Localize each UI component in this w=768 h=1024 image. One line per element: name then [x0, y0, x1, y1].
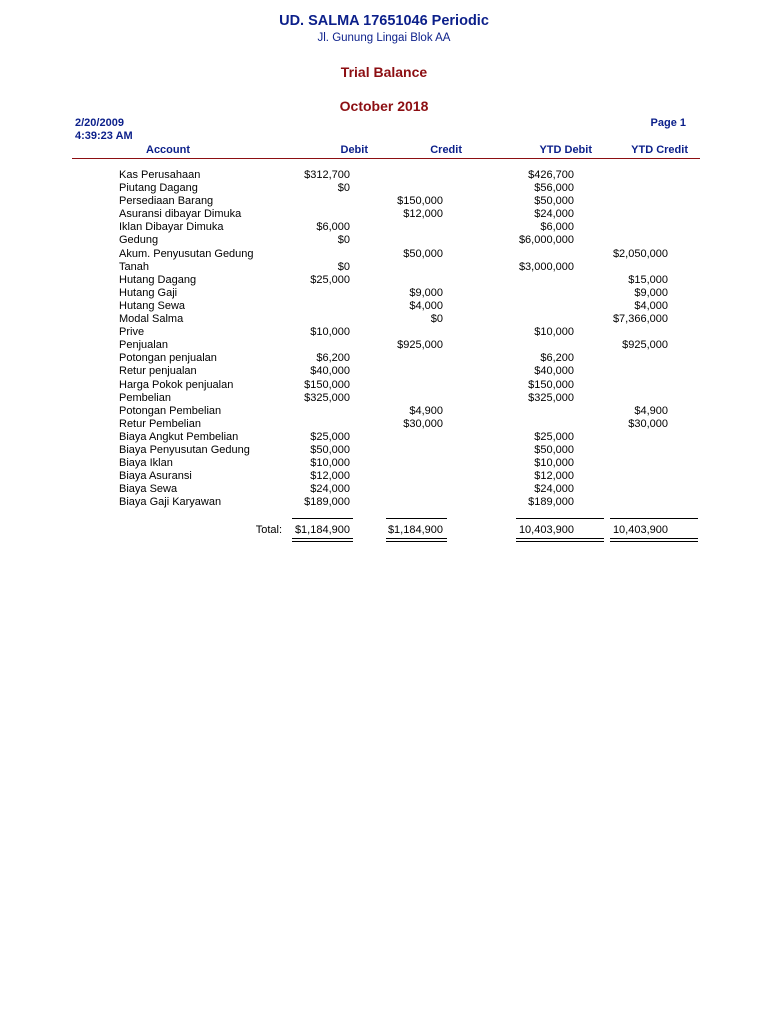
ytd-debit-value: $40,000	[534, 365, 574, 378]
table-row	[0, 300, 768, 313]
table-row	[0, 208, 768, 221]
account-name: Gedung	[119, 234, 159, 247]
debit-value: $10,000	[310, 457, 350, 470]
table-row	[0, 470, 768, 483]
ytd-credit-value: $4,900	[634, 404, 668, 417]
debit-value: $0	[337, 234, 350, 247]
table-row	[0, 195, 768, 208]
account-name: Biaya Angkut Pembelian	[119, 430, 239, 443]
account-name: Modal Salma	[119, 313, 184, 326]
ytd-debit-value: $6,000	[540, 221, 574, 234]
debit-value: $0	[337, 182, 350, 195]
credit-value: $0	[430, 313, 443, 326]
account-name: Biaya Iklan	[119, 457, 173, 470]
ytd-debit-value: $189,000	[528, 496, 574, 509]
ytd-debit-value: $3,000,000	[518, 260, 574, 273]
table-row	[0, 169, 768, 182]
credit-value: $12,000	[403, 208, 443, 221]
subtotal-rule-ytd-credit	[610, 518, 698, 519]
ytd-credit-value: $925,000	[622, 339, 668, 352]
debit-value: $189,000	[304, 496, 350, 509]
report-period: October 2018	[339, 98, 429, 114]
account-name: Biaya Gaji Karyawan	[119, 496, 222, 509]
ytd-credit-value: $4,000	[634, 299, 668, 312]
table-row	[0, 326, 768, 339]
ytd-credit-value: $30,000	[628, 417, 668, 430]
ytd-credit-value: $7,366,000	[612, 313, 668, 326]
debit-value: $150,000	[304, 378, 350, 391]
column-header-ytd-credit: YTD Credit	[631, 144, 688, 156]
total-double-rule-debit	[292, 538, 353, 542]
account-name: Asuransi dibayar Dimuka	[119, 208, 242, 221]
account-name: Biaya Sewa	[119, 483, 178, 496]
debit-value: $25,000	[310, 273, 350, 286]
table-row	[0, 287, 768, 300]
account-name: Pembelian	[119, 391, 171, 404]
ytd-debit-value: $56,000	[534, 182, 574, 195]
column-header-ytd-debit: YTD Debit	[539, 144, 592, 156]
table-row	[0, 457, 768, 470]
table-row	[0, 313, 768, 326]
ytd-debit-value: $325,000	[528, 391, 574, 404]
page-number: Page 1	[650, 117, 686, 129]
ytd-debit-value: $10,000	[534, 326, 574, 339]
table-row	[0, 352, 768, 365]
debit-value: $312,700	[304, 169, 350, 181]
report-title: Trial Balance	[340, 64, 428, 80]
table-row	[0, 261, 768, 274]
account-name: Biaya Penyusutan Gedung	[119, 443, 250, 456]
credit-value: $4,000	[409, 299, 443, 312]
ytd-debit-value: $50,000	[534, 443, 574, 456]
company-address: Jl. Gunung Lingai Blok AA	[317, 32, 451, 44]
total-label: Total:	[255, 524, 282, 536]
account-name: Penjualan	[119, 339, 168, 352]
table-row	[0, 379, 768, 392]
debit-value: $6,200	[316, 352, 350, 365]
account-name: Hutang Gaji	[119, 286, 178, 299]
account-name: Tanah	[119, 260, 149, 273]
credit-value: $150,000	[397, 195, 443, 208]
ytd-debit-value: $24,000	[534, 483, 574, 496]
ytd-debit-value: $24,000	[534, 208, 574, 221]
table-row	[0, 234, 768, 247]
total-double-rule-ytd-debit	[516, 538, 604, 542]
account-name: Potongan Pembelian	[119, 404, 222, 417]
debit-value: $24,000	[310, 483, 350, 496]
account-name: Prive	[119, 326, 145, 339]
credit-value: $9,000	[409, 286, 443, 299]
debit-value: $25,000	[310, 430, 350, 443]
total-double-rule-ytd-credit	[610, 538, 698, 542]
account-name: Potongan penjualan	[119, 352, 217, 365]
account-name: Piutang Dagang	[119, 182, 198, 195]
ytd-credit-value: $9,000	[634, 286, 668, 299]
debit-value: $10,000	[310, 326, 350, 339]
account-name: Hutang Dagang	[119, 273, 197, 286]
account-name: Retur penjualan	[119, 365, 197, 378]
credit-value: $925,000	[397, 339, 443, 352]
table-row	[0, 365, 768, 378]
ytd-credit-value: $2,050,000	[612, 247, 668, 260]
report-time: 4:39:23 AM	[75, 130, 133, 142]
table-row	[0, 483, 768, 496]
ytd-debit-value: $150,000	[528, 378, 574, 391]
table-row	[0, 182, 768, 195]
debit-value: $50,000	[310, 443, 350, 456]
company-name: UD. SALMA 17651046 Periodic	[279, 13, 489, 29]
table-row	[0, 496, 768, 509]
ytd-debit-value: $426,700	[528, 169, 574, 181]
debit-value: $12,000	[310, 470, 350, 483]
credit-value: $30,000	[403, 417, 443, 430]
account-name: Harga Pokok penjualan	[119, 378, 234, 391]
table-row	[0, 274, 768, 287]
table-row	[0, 444, 768, 457]
account-name: Retur Pembelian	[119, 417, 201, 430]
report-date: 2/20/2009	[75, 117, 124, 129]
column-header-account: Account	[146, 144, 190, 156]
account-name: Kas Perusahaan	[119, 169, 201, 181]
ytd-debit-value: $12,000	[534, 470, 574, 483]
account-name: Hutang Sewa	[119, 299, 186, 312]
header-rule	[72, 158, 700, 159]
total-ytd-debit: 10,403,900	[518, 524, 574, 536]
ytd-debit-value: $10,000	[534, 457, 574, 470]
account-name: Persediaan Barang	[119, 195, 214, 208]
table-row	[0, 221, 768, 234]
credit-value: $50,000	[403, 247, 443, 260]
column-header-credit: Credit	[430, 144, 462, 156]
ytd-debit-value: $50,000	[534, 195, 574, 208]
ytd-debit-value: $6,200	[540, 352, 574, 365]
account-rows	[0, 169, 768, 509]
account-name: Iklan Dibayar Dimuka	[119, 221, 224, 234]
table-row	[0, 248, 768, 261]
subtotal-rule-ytd-debit	[516, 518, 604, 519]
ytd-credit-value: $15,000	[628, 273, 668, 286]
table-row	[0, 405, 768, 418]
table-row	[0, 418, 768, 431]
subtotal-rule-debit	[292, 518, 353, 519]
table-row	[0, 392, 768, 405]
debit-value: $6,000	[316, 221, 350, 234]
account-name: Akum. Penyusutan Gedung	[119, 247, 254, 260]
table-row	[0, 339, 768, 352]
ytd-debit-value: $6,000,000	[518, 234, 574, 247]
table-row	[0, 431, 768, 444]
debit-value: $325,000	[304, 391, 350, 404]
column-header-debit: Debit	[340, 144, 368, 156]
subtotal-rule-credit	[386, 518, 447, 519]
total-double-rule-credit	[386, 538, 447, 542]
debit-value: $40,000	[310, 365, 350, 378]
account-name: Biaya Asuransi	[119, 470, 192, 483]
total-ytd-credit: 10,403,900	[612, 524, 668, 536]
total-debit: $1,184,900	[294, 524, 350, 536]
debit-value: $0	[337, 260, 350, 273]
credit-value: $4,900	[409, 404, 443, 417]
total-credit: $1,184,900	[387, 524, 443, 536]
ytd-debit-value: $25,000	[534, 430, 574, 443]
